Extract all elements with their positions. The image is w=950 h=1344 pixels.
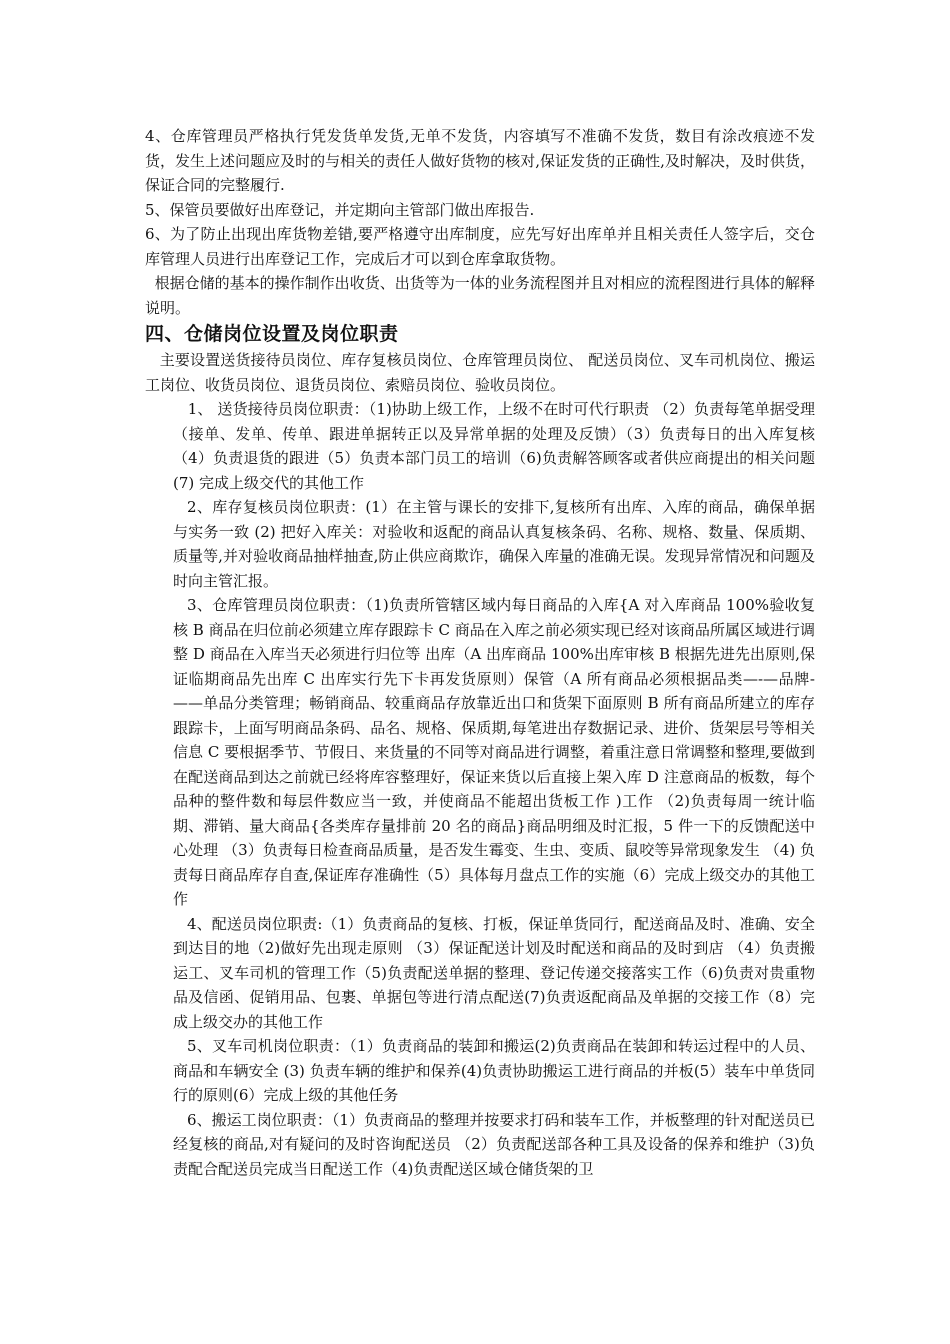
duty-item-reception: 1、 送货接待员岗位职责：（1)协助上级工作，上级不在时可代行职责 （2）负责每笔单据受理（接单、发单、传单、跟进单据转正以及异常单据的处理及反馈）（3）负责每日的出入库复核（4）负责退货的跟进（5）负责本部门员工的培训（6)负责解答顾客或者供应商提出的相关问题 (7) 完成上级交代的其他工作 bbox=[173, 400, 820, 492]
section-heading: 四、仓储岗位设置及岗位职责 bbox=[145, 323, 399, 345]
paragraph-flowchart-note: 根据仓储的基本的操作制作出收货、出货等为一体的业务流程图并且对相应的流程图进行具体的解释说明。 bbox=[145, 274, 815, 317]
duty-item-distributor: 4、配送员岗位职责:（1）负责商品的复核、打板，保证单货同行，配送商品及时、准确、安全到达目的地（2)做好先出现走原则 （3）保证配送计划及时配送和商品的及时到店 （4）负责搬运工、叉车司机的管理工作（5)负责配送单据的整理、登记传递交接落实工作（6)负责对贵重物品及信函、促销用品、包裹、单据包等进行清点配送(7)负责返配商品及单据的交接工作（8）完成上级交办的其他工作 bbox=[173, 914, 815, 1031]
duty-item-forklift-driver: 5、叉车司机岗位职责：（1）负责商品的装卸和搬运(2)负责商品在装卸和转运过程中的人员、商品和车辆安全 (3) 负责车辆的维护和保养(4)负责协助搬运工进行商品的并板(5）装车中单货同行的原则(6）完成上级的其他任务 bbox=[173, 1037, 815, 1104]
document-page bbox=[145, 124, 820, 1181]
paragraph-outbound-registration: 5、保管员要做好出库登记，并定期向主管部门做出库报告. bbox=[145, 200, 535, 219]
paragraph-intro: 主要设置送货接待员岗位、库存复核员岗位、仓库管理员岗位、 配送员岗位、叉车司机岗位、搬运工岗位、收货员岗位、退货员岗位、索赔员岗位、验收员岗位。 bbox=[145, 351, 815, 394]
paragraph-issue-rules: 4、仓库管理员严格执行凭发货单发货,无单不发货，内容填写不准确不发货，数目有涂改痕迹不发货，发生上述问题应及时的与相关的责任人做好货物的核对,保证发货的正确性,及时解决，及时供货，保证合同的完整履行. bbox=[145, 127, 815, 194]
duty-item-porter: 6、搬运工岗位职责：（1）负责商品的整理并按要求打码和装车工作，并板整理的针对配送员已经复核的商品,对有疑问的及时咨询配送员 （2）负责配送部各种工具及设备的保养和维护（3)负责配合配送员完成当日配送工作（4)负责配送区域仓储货架的卫 bbox=[173, 1110, 815, 1178]
paragraph-outbound-procedure: 6、为了防止出现出库货物差错,要严格遵守出库制度，应先写好出库单并且相关责任人签字后，交仓库管理人员进行出库登记工作，完成后才可以到仓库拿取货物。 bbox=[145, 225, 815, 268]
duty-item-warehouse-manager: 3、仓库管理员岗位职责：（1)负责所管辖区域内每日商品的入库{A 对入库商品 100%验收复核 B 商品在归位前必须建立库存跟踪卡 C 商品在入库之前必须实现已经对该商品所属区域进行调整 D 商品在入库当天必须进行归位等 出库（A 出库商品 100%出库审核 B 根据先进先出原则,保证临期商品先出库 C 出库实行先下卡再发货原则）保管（A 所有商品必须根据品类—-—品牌-——单品分类管理；畅销商品、较重商品存放靠近出口和货架下面原则 B 所有商品所建立的库存跟踪卡，上面写明商品条码、品名、规格、保质期,每笔进出存数据记录、进价、货架层号等相关信息 C 要根据季节、节假日、来货量的不同等对商品进行调整，着重注意日常调整和整理,要做到在配送商品到达之前就已经将库容整理好，保证来货以后直接上架入库 D 注意商品的板数，每个品种的整件数和每层件数应当一致，并使商品不能超出货板工作 )工作 （2)负责每周一统计临期、滞销、量大商品{各类库存量排前 20 名的商品}商品明细及时汇报，5 件一下的反馈配送中心处理 （3）负责每日检查商品质量，是否发生霉变、生虫、变质、鼠咬等异常现象发生 （4) 负责每日商品库存自查,保证库存准确性（5）具体每月盘点工作的实施（6）完成上级交办的其他工作 bbox=[173, 596, 815, 908]
duty-item-inventory-review: 2、库存复核员岗位职责：(1）在主管与课长的安排下,复核所有出库、入库的商品，确保单据与实务一致 (2) 把好入库关：对验收和返配的商品认真复核条码、名称、规格、数量、保质期、质量等,并对验收商品抽样抽查,防止供应商欺诈，确保入库量的准确无误。发现异常情况和问题及时向主管汇报。 bbox=[173, 498, 815, 590]
